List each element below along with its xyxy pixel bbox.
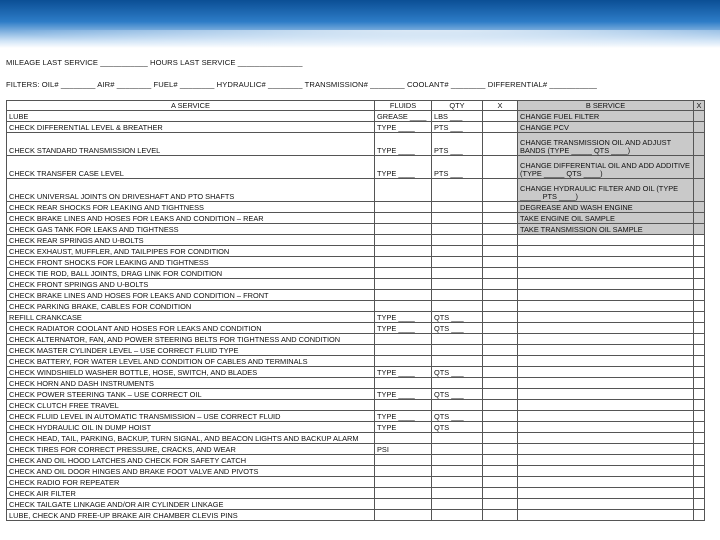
b-service-header: B SERVICE (518, 101, 694, 111)
a-service-cell: CHECK GAS TANK FOR LEAKS AND TIGHTNESS (7, 224, 375, 235)
b-check-cell[interactable] (694, 466, 705, 477)
a-service-cell: CHECK ALTERNATOR, FAN, AND POWER STEERING BELTS FOR TIGHTNESS AND CONDITION (7, 334, 375, 345)
fluids-cell (375, 499, 432, 510)
b-check-cell[interactable] (694, 133, 705, 156)
a-service-cell: CHECK FRONT SHOCKS FOR LEAKING AND TIGHTNESS (7, 257, 375, 268)
b-check-cell[interactable] (694, 323, 705, 334)
b-service-cell (518, 378, 694, 389)
fluids-cell: TYPE ____ (375, 122, 432, 133)
table-row (7, 202, 705, 213)
check-cell[interactable] (483, 246, 518, 257)
table-row (7, 133, 705, 156)
b-check-cell[interactable] (694, 290, 705, 301)
a-service-cell: CHECK TAILGATE LINKAGE AND/OR AIR CYLINDER LINKAGE (7, 499, 375, 510)
fluids-cell (375, 301, 432, 312)
qty-cell: LBS ___ (432, 111, 483, 122)
a-service-cell: CHECK AND OIL DOOR HINGES AND BRAKE FOOT VALVE AND PIVOTS (7, 466, 375, 477)
b-check-cell[interactable] (694, 224, 705, 235)
b-check-cell[interactable] (694, 268, 705, 279)
table-row (7, 246, 705, 257)
table-header-row (7, 101, 705, 111)
a-service-cell: CHECK HEAD, TAIL, PARKING, BACKUP, TURN SIGNAL, AND BEACON LIGHTS AND BACKUP ALARM (7, 433, 375, 444)
check-cell[interactable] (483, 444, 518, 455)
fluids-cell (375, 257, 432, 268)
a-service-cell: CHECK AND OIL HOOD LATCHES AND CHECK FOR SAFETY CATCH (7, 455, 375, 466)
b-service-cell (518, 268, 694, 279)
qty-cell (432, 499, 483, 510)
b-service-cell (518, 488, 694, 499)
fluids-cell (375, 345, 432, 356)
a-service-cell: CHECK TIRES FOR CORRECT PRESSURE, CRACKS, AND WEAR (7, 444, 375, 455)
qty-cell (432, 224, 483, 235)
table-row (7, 235, 705, 246)
table-row (7, 378, 705, 389)
fluids-cell (375, 477, 432, 488)
b-service-cell (518, 466, 694, 477)
b-service-cell: TAKE TRANSMISSION OIL SAMPLE (518, 224, 694, 235)
b-service-cell: CHANGE PCV (518, 122, 694, 133)
qty-cell (432, 356, 483, 367)
table-row (7, 323, 705, 334)
qty-header: QTY (432, 101, 483, 111)
table-row (7, 367, 705, 378)
b-check-cell[interactable] (694, 389, 705, 400)
qty-cell (432, 477, 483, 488)
table-row (7, 411, 705, 422)
a-service-cell: CHECK BATTERY, FOR WATER LEVEL AND CONDITION OF CABLES AND TERMINALS (7, 356, 375, 367)
b-service-cell: CHANGE TRANSMISSION OIL AND ADJUST BANDS (TYPE _____ QTS ____) (518, 133, 694, 156)
a-service-cell: CHECK POWER STEERING TANK – USE CORRECT OIL (7, 389, 375, 400)
qty-cell (432, 301, 483, 312)
a-service-cell: CHECK HYDRAULIC OIL IN DUMP HOIST (7, 422, 375, 433)
fluids-cell (375, 179, 432, 202)
a-service-cell: REFILL CRANKCASE (7, 312, 375, 323)
b-service-cell (518, 290, 694, 301)
b-check-cell[interactable] (694, 455, 705, 466)
table-row (7, 257, 705, 268)
check-cell[interactable] (483, 312, 518, 323)
b-x-header: X (694, 101, 705, 111)
table-row (7, 455, 705, 466)
check-cell[interactable] (483, 389, 518, 400)
b-service-cell (518, 510, 694, 521)
b-service-cell (518, 312, 694, 323)
qty-cell (432, 179, 483, 202)
fluids-cell (375, 235, 432, 246)
check-cell[interactable] (483, 179, 518, 202)
b-check-cell[interactable] (694, 213, 705, 224)
table-row (7, 268, 705, 279)
fluids-cell (375, 213, 432, 224)
b-check-cell[interactable] (694, 400, 705, 411)
b-check-cell[interactable] (694, 488, 705, 499)
fluids-cell (375, 378, 432, 389)
check-cell[interactable] (483, 257, 518, 268)
b-service-cell (518, 356, 694, 367)
check-cell[interactable] (483, 400, 518, 411)
table-row (7, 179, 705, 202)
qty-cell: QTS ___ (432, 411, 483, 422)
a-service-cell: CHECK MASTER CYLINDER LEVEL – USE CORRECT FLUID TYPE (7, 345, 375, 356)
check-cell[interactable] (483, 235, 518, 246)
check-cell[interactable] (483, 323, 518, 334)
a-service-cell: CHECK BRAKE LINES AND HOSES FOR LEAKS AND CONDITION – REAR (7, 213, 375, 224)
a-service-cell: CHECK FLUID LEVEL IN AUTOMATIC TRANSMISSION – USE CORRECT FLUID (7, 411, 375, 422)
b-check-cell[interactable] (694, 367, 705, 378)
table-row (7, 213, 705, 224)
b-check-cell[interactable] (694, 156, 705, 179)
table-row (7, 488, 705, 499)
qty-cell (432, 334, 483, 345)
b-service-cell (518, 257, 694, 268)
table-row (7, 279, 705, 290)
b-service-cell (518, 400, 694, 411)
b-service-cell (518, 345, 694, 356)
b-check-cell[interactable] (694, 499, 705, 510)
fluids-cell: GREASE ____ (375, 111, 432, 122)
b-service-cell: CHANGE HYDRAULIC FILTER AND OIL (TYPE _____ PTS ____) (518, 179, 694, 202)
b-check-cell[interactable] (694, 433, 705, 444)
b-service-cell (518, 334, 694, 345)
table-row (7, 477, 705, 488)
table-row (7, 389, 705, 400)
table-row (7, 156, 705, 179)
table-row (7, 345, 705, 356)
table-row (7, 356, 705, 367)
a-service-cell: CHECK TRANSFER CASE LEVEL (7, 156, 375, 179)
qty-cell (432, 213, 483, 224)
table-row (7, 224, 705, 235)
b-service-cell (518, 301, 694, 312)
check-cell[interactable] (483, 290, 518, 301)
qty-cell (432, 510, 483, 521)
qty-cell (432, 455, 483, 466)
check-cell[interactable] (483, 422, 518, 433)
qty-cell (432, 202, 483, 213)
qty-cell (432, 378, 483, 389)
qty-cell: PTS ___ (432, 156, 483, 179)
qty-cell (432, 345, 483, 356)
a-service-cell: CHECK STANDARD TRANSMISSION LEVEL (7, 133, 375, 156)
a-service-cell: CHECK UNIVERSAL JOINTS ON DRIVESHAFT AND PTO SHAFTS (7, 179, 375, 202)
check-cell[interactable] (483, 133, 518, 156)
b-check-cell[interactable] (694, 510, 705, 521)
a-service-cell: CHECK PARKING BRAKE, CABLES FOR CONDITION (7, 301, 375, 312)
b-check-cell[interactable] (694, 257, 705, 268)
fluids-cell: TYPE (375, 422, 432, 433)
b-check-cell[interactable] (694, 246, 705, 257)
b-service-cell (518, 235, 694, 246)
fluids-cell (375, 455, 432, 466)
table-row (7, 122, 705, 133)
check-cell[interactable] (483, 433, 518, 444)
b-check-cell[interactable] (694, 378, 705, 389)
check-cell[interactable] (483, 466, 518, 477)
b-check-cell[interactable] (694, 334, 705, 345)
table-row (7, 312, 705, 323)
fluids-cell (375, 290, 432, 301)
fluids-cell (375, 202, 432, 213)
check-cell[interactable] (483, 488, 518, 499)
table-row (7, 433, 705, 444)
b-service-cell (518, 367, 694, 378)
table-row (7, 111, 705, 122)
fluids-cell: PSI (375, 444, 432, 455)
qty-cell: PTS ___ (432, 122, 483, 133)
b-service-cell: DEGREASE AND WASH ENGINE (518, 202, 694, 213)
table-row (7, 422, 705, 433)
table-row (7, 290, 705, 301)
mileage-line: MILEAGE LAST SERVICE ___________ HOURS LAST SERVICE _______________ (6, 58, 303, 67)
b-check-cell[interactable] (694, 477, 705, 488)
check-cell[interactable] (483, 378, 518, 389)
fluids-cell (375, 488, 432, 499)
fluids-header: FLUIDS (375, 101, 432, 111)
check-cell[interactable] (483, 477, 518, 488)
check-cell[interactable] (483, 156, 518, 179)
b-service-cell (518, 389, 694, 400)
check-cell[interactable] (483, 122, 518, 133)
b-service-cell (518, 477, 694, 488)
fluids-cell: TYPE ____ (375, 389, 432, 400)
a-service-cell: CHECK RADIATOR COOLANT AND HOSES FOR LEAKS AND CONDITION (7, 323, 375, 334)
qty-cell: QTS ___ (432, 312, 483, 323)
a-service-cell: CHECK FRONT SPRINGS AND U-BOLTS (7, 279, 375, 290)
x-header: X (483, 101, 518, 111)
a-service-cell: CHECK HORN AND DASH INSTRUMENTS (7, 378, 375, 389)
b-check-cell[interactable] (694, 122, 705, 133)
a-service-cell: LUBE (7, 111, 375, 122)
check-cell[interactable] (483, 356, 518, 367)
fluids-cell: TYPE ____ (375, 367, 432, 378)
a-service-cell: CHECK RADIO FOR REPEATER (7, 477, 375, 488)
check-cell[interactable] (483, 510, 518, 521)
qty-cell (432, 466, 483, 477)
b-service-cell: CHANGE DIFFERENTIAL OIL AND ADD ADDITIVE (TYPE _____ QTS ____) (518, 156, 694, 179)
qty-cell (432, 400, 483, 411)
b-check-cell[interactable] (694, 235, 705, 246)
check-cell[interactable] (483, 345, 518, 356)
b-service-cell (518, 411, 694, 422)
check-cell[interactable] (483, 301, 518, 312)
fluids-cell (375, 268, 432, 279)
filters-line: FILTERS: OIL# ________ AIR# ________ FUEL# ________ HYDRAULIC# ________ TRANSMISSION# ________ COOLANT# ________ DIFFERENTIAL# ___________ (6, 80, 597, 89)
a-service-header: A SERVICE (7, 101, 375, 111)
fluids-cell: TYPE ____ (375, 133, 432, 156)
a-service-cell: CHECK REAR SHOCKS FOR LEAKING AND TIGHTNESS (7, 202, 375, 213)
b-check-cell[interactable] (694, 345, 705, 356)
qty-cell (432, 235, 483, 246)
qty-cell (432, 246, 483, 257)
b-service-cell (518, 499, 694, 510)
fluids-cell (375, 334, 432, 345)
a-service-cell: CHECK EXHAUST, MUFFLER, AND TAILPIPES FOR CONDITION (7, 246, 375, 257)
a-service-cell: CHECK TIE ROD, BALL JOINTS, DRAG LINK FOR CONDITION (7, 268, 375, 279)
table-row (7, 499, 705, 510)
table-row (7, 301, 705, 312)
check-cell[interactable] (483, 499, 518, 510)
qty-cell (432, 279, 483, 290)
a-service-cell: CHECK CLUTCH FREE TRAVEL (7, 400, 375, 411)
check-cell[interactable] (483, 111, 518, 122)
b-check-cell[interactable] (694, 356, 705, 367)
b-service-cell (518, 433, 694, 444)
b-service-cell (518, 323, 694, 334)
service-table (6, 100, 705, 521)
a-service-cell: CHECK WINDSHIELD WASHER BOTTLE, HOSE, SWITCH, AND BLADES (7, 367, 375, 378)
qty-cell (432, 257, 483, 268)
qty-cell (432, 488, 483, 499)
b-service-cell (518, 246, 694, 257)
b-service-cell: TAKE ENGINE OIL SAMPLE (518, 213, 694, 224)
fluids-cell (375, 246, 432, 257)
b-check-cell[interactable] (694, 202, 705, 213)
b-service-cell: CHANGE FUEL FILTER (518, 111, 694, 122)
b-check-cell[interactable] (694, 279, 705, 290)
b-check-cell[interactable] (694, 411, 705, 422)
b-service-cell (518, 444, 694, 455)
fluids-cell (375, 224, 432, 235)
qty-cell (432, 268, 483, 279)
b-check-cell[interactable] (694, 444, 705, 455)
table-row (7, 334, 705, 345)
b-service-cell (518, 422, 694, 433)
check-cell[interactable] (483, 202, 518, 213)
qty-cell: PTS ___ (432, 133, 483, 156)
check-cell[interactable] (483, 455, 518, 466)
fluids-cell: TYPE ____ (375, 323, 432, 334)
check-cell[interactable] (483, 268, 518, 279)
qty-cell: QTS (432, 422, 483, 433)
qty-cell: QTS ___ (432, 389, 483, 400)
check-cell[interactable] (483, 411, 518, 422)
qty-cell (432, 433, 483, 444)
table-row (7, 466, 705, 477)
table-row (7, 444, 705, 455)
fluids-cell (375, 510, 432, 521)
qty-cell: QTS ___ (432, 367, 483, 378)
fluids-cell (375, 400, 432, 411)
b-check-cell[interactable] (694, 179, 705, 202)
fluids-cell (375, 466, 432, 477)
a-service-cell: CHECK DIFFERENTIAL LEVEL & BREATHER (7, 122, 375, 133)
check-cell[interactable] (483, 334, 518, 345)
fluids-cell (375, 433, 432, 444)
a-service-cell: CHECK BRAKE LINES AND HOSES FOR LEAKS AND CONDITION – FRONT (7, 290, 375, 301)
b-service-cell (518, 279, 694, 290)
fluids-cell: TYPE ____ (375, 156, 432, 179)
b-service-cell (518, 455, 694, 466)
check-cell[interactable] (483, 213, 518, 224)
table-row (7, 510, 705, 521)
a-service-cell: CHECK REAR SPRINGS AND U-BOLTS (7, 235, 375, 246)
b-check-cell[interactable] (694, 111, 705, 122)
fluids-cell: TYPE ____ (375, 312, 432, 323)
b-check-cell[interactable] (694, 422, 705, 433)
table-row (7, 400, 705, 411)
fluids-cell: TYPE ____ (375, 411, 432, 422)
a-service-cell: CHECK AIR FILTER (7, 488, 375, 499)
qty-cell (432, 290, 483, 301)
check-cell[interactable] (483, 224, 518, 235)
qty-cell (432, 444, 483, 455)
b-check-cell[interactable] (694, 312, 705, 323)
a-service-cell: LUBE, CHECK AND FREE-UP BRAKE AIR CHAMBER CLEVIS PINS (7, 510, 375, 521)
fluids-cell (375, 279, 432, 290)
qty-cell: QTS ___ (432, 323, 483, 334)
b-check-cell[interactable] (694, 301, 705, 312)
fluids-cell (375, 356, 432, 367)
check-cell[interactable] (483, 279, 518, 290)
table-body (7, 111, 705, 521)
check-cell[interactable] (483, 367, 518, 378)
